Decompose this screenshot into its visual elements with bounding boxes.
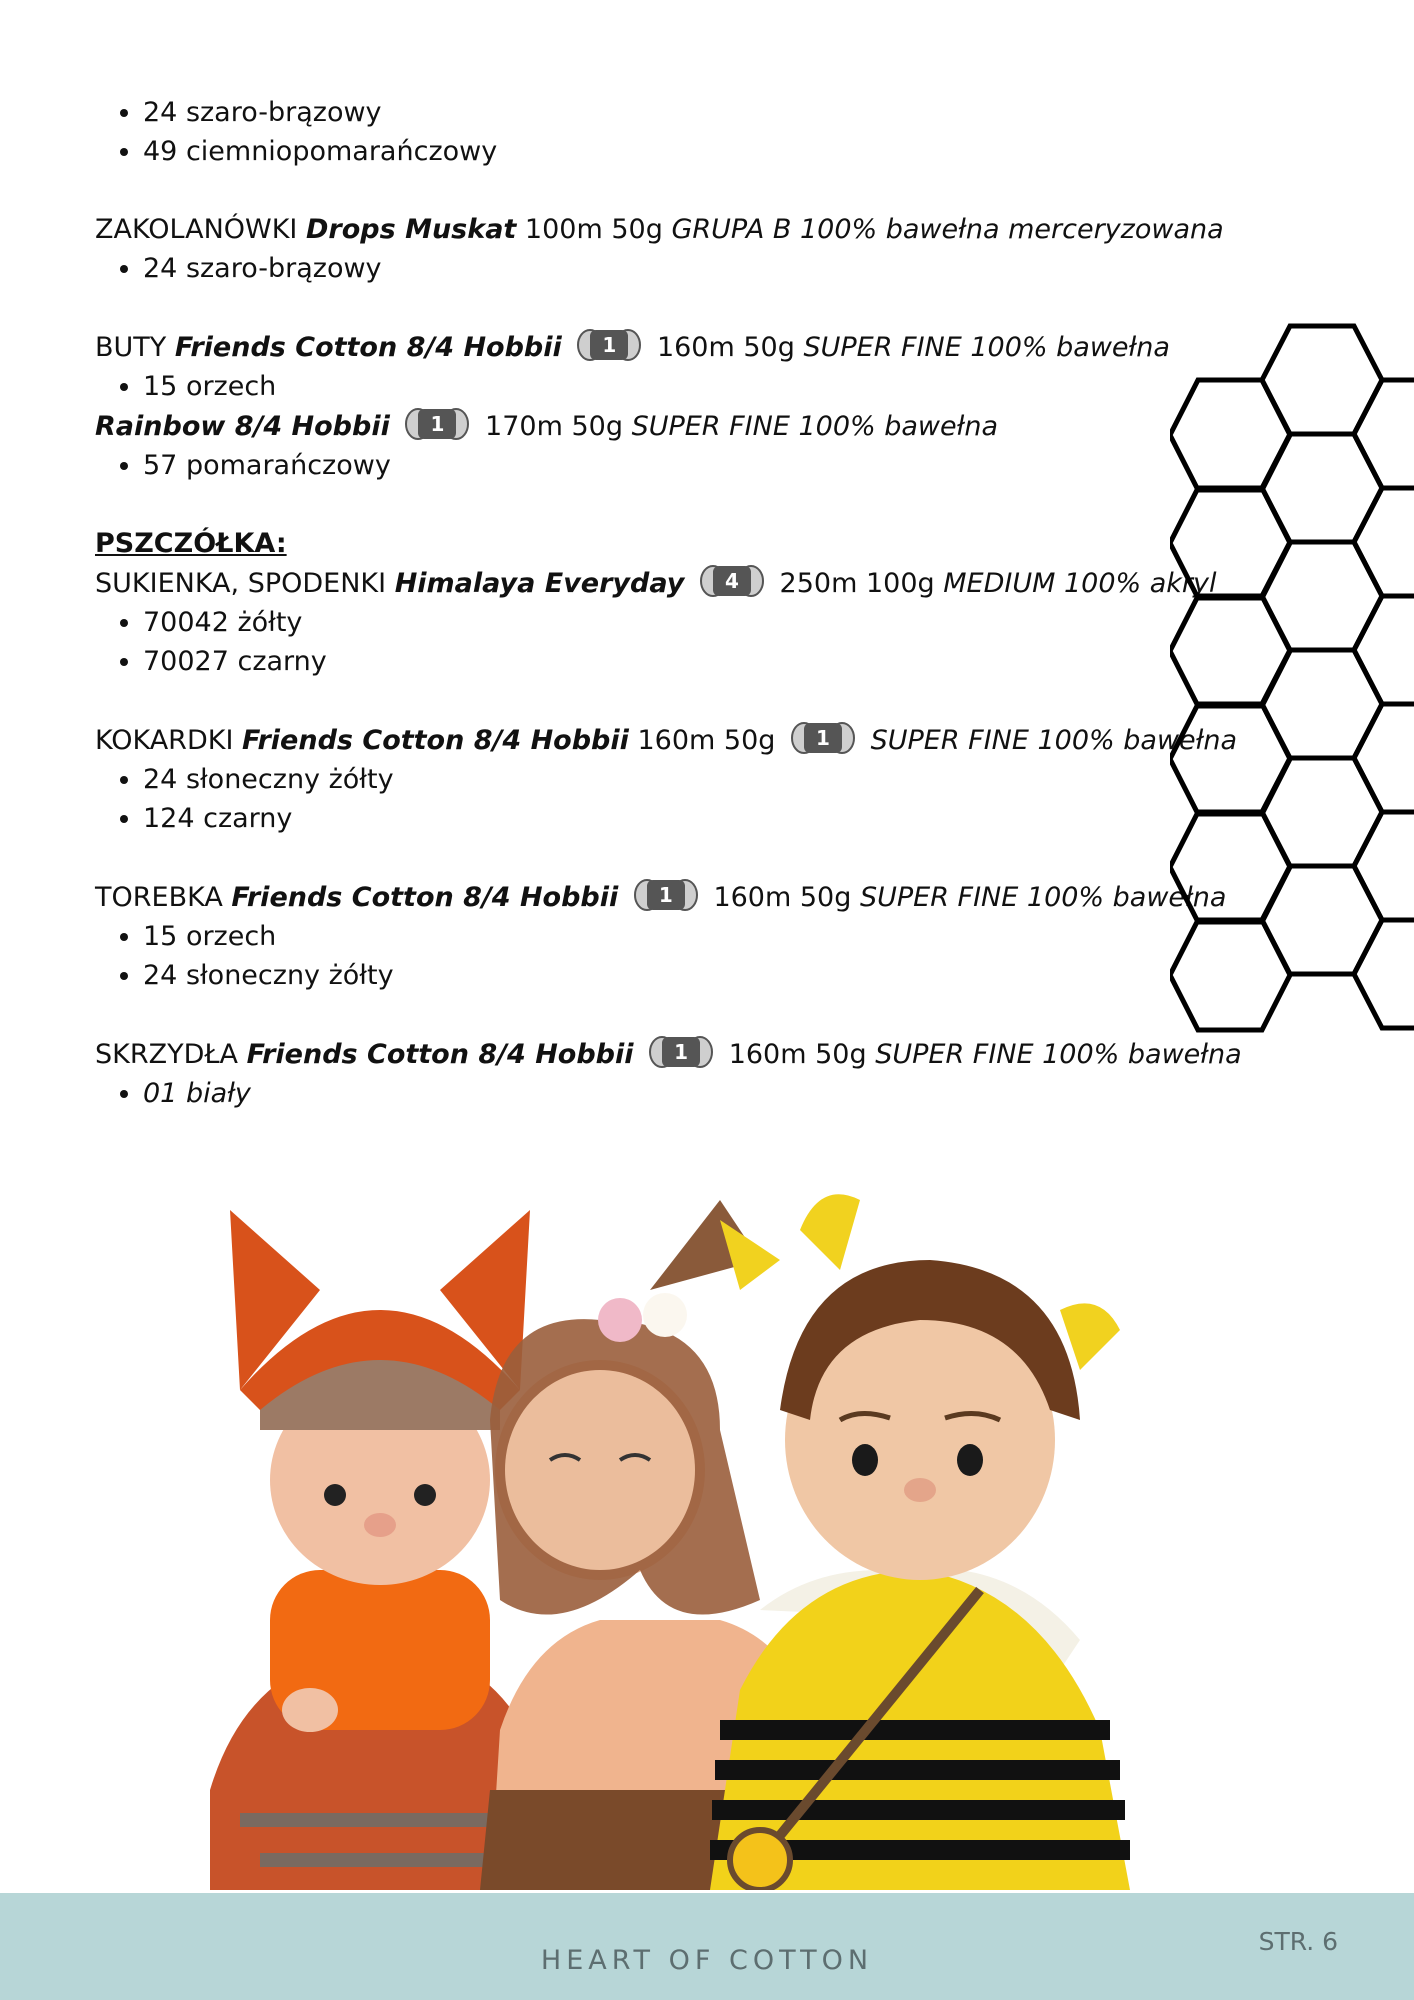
list-item: • 24 słoneczny żółty: [143, 956, 1165, 995]
section-fox-colors: [95, 93, 1165, 171]
yarn-line: [95, 327, 1170, 367]
yarn-name: Friends Cotton 8/4 Hobbii: [246, 1039, 634, 1070]
yarn-weight-icon: [404, 406, 470, 442]
yarn-spec: 160m 50g: [728, 1039, 867, 1070]
yarn-weight: SUPER FINE 100% bawełna: [859, 882, 1227, 913]
part-label: TOREBKA: [95, 882, 223, 913]
color-list: [95, 446, 1165, 485]
footer-title: HEART OF COTTON: [540, 1945, 874, 1976]
part-label: SKRZYDŁA: [95, 1039, 239, 1070]
yarn-line: [95, 210, 1224, 249]
yarn-name: Friends Cotton 8/4 Hobbii: [242, 725, 629, 756]
yarn-line: [95, 563, 1217, 603]
color-list: [95, 603, 1165, 681]
part-label: BUTY: [95, 332, 167, 363]
yarn-name: Drops Muskat: [306, 214, 517, 245]
section-kneesocks: [95, 210, 1224, 288]
yarn-line: [95, 406, 1165, 446]
list-item: • 24 szaro-brązowy: [143, 93, 1165, 132]
yarn-weight-number: 1: [430, 412, 445, 436]
yarn-weight-number: 1: [602, 333, 617, 357]
yarn-name: Friends Cotton 8/4 Hobbii: [231, 882, 619, 913]
yarn-line: [95, 1034, 1242, 1074]
list-item: • 24 słoneczny żółty: [143, 760, 1165, 799]
section-bows: [95, 720, 1238, 838]
color-list: [95, 249, 1165, 288]
color-list: [95, 93, 1165, 171]
yarn-line: [95, 720, 1238, 760]
color-list: [95, 760, 1165, 838]
yarn-weight: SUPER FINE 100% bawełna: [803, 332, 1170, 363]
bee-doll: [710, 1194, 1130, 1890]
section-wings: [95, 1034, 1242, 1113]
yarn-weight: SUPER FINE 100% bawełna: [870, 725, 1238, 756]
yarn-weight: SUPER FINE 100% bawełna: [875, 1039, 1242, 1070]
list-item: • 15 orzech: [143, 367, 1165, 406]
yarn-name: Friends Cotton 8/4 Hobbii: [174, 332, 562, 363]
yarn-name: Rainbow 8/4 Hobbii: [95, 411, 390, 442]
yarn-name: Himalaya Everyday: [394, 568, 685, 599]
section-shoes: [95, 327, 1170, 406]
materials-list: [95, 93, 1242, 1152]
yarn-weight-icon: [699, 563, 765, 599]
yarn-weight-number: 1: [816, 726, 830, 750]
list-item: • 70027 czarny: [143, 642, 1165, 681]
section-heading: PSZCZÓŁKA:: [95, 528, 287, 559]
section-bag: [95, 877, 1227, 995]
page-number: STR. 6: [1258, 1927, 1338, 1956]
part-label: KOKARDKI: [95, 725, 234, 756]
yarn-weight: MEDIUM 100% akryl: [943, 568, 1217, 599]
list-item: • 15 orzech: [143, 917, 1165, 956]
amigurumi-dolls-photo: [200, 1170, 1200, 1890]
part-label: ZAKOLANÓWKI: [95, 214, 298, 245]
list-item: • 01 biały: [143, 1074, 1165, 1113]
page-footer: [0, 1893, 1414, 2000]
yarn-weight-icon: [576, 327, 642, 363]
yarn-weight-number: 1: [658, 883, 673, 907]
yarn-weight: SUPER FINE 100% bawełna: [631, 411, 999, 442]
yarn-line: [95, 877, 1227, 917]
list-item: • 70042 żółty: [143, 603, 1165, 642]
list-item: • 49 ciemniopomarańczowy: [143, 132, 1165, 171]
yarn-spec: 160m 50g: [713, 882, 852, 913]
yarn-spec: 160m 50g: [637, 725, 776, 756]
yarn-spec: 250m 100g: [779, 568, 935, 599]
yarn-spec: 160m 50g: [656, 332, 795, 363]
section-shoes-rainbow: [95, 406, 1165, 485]
honeycomb-decoration: [1170, 320, 1414, 1040]
yarn-weight-icon: [633, 877, 699, 913]
list-item: • 57 pomarańczowy: [143, 446, 1165, 485]
color-list: [95, 917, 1165, 995]
section-bee-dress: [95, 524, 1217, 681]
yarn-weight: GRUPA B 100% bawełna merceryzowana: [671, 214, 1224, 245]
yarn-weight-icon: [648, 1034, 714, 1070]
yarn-spec: 100m 50g: [524, 214, 663, 245]
color-list: [95, 1074, 1165, 1113]
yarn-weight-number: 1: [674, 1040, 689, 1064]
yarn-weight-number: 4: [724, 569, 739, 593]
color-list: [95, 367, 1165, 406]
list-item: • 24 szaro-brązowy: [143, 249, 1165, 288]
part-label: SUKIENKA, SPODENKI: [95, 568, 387, 599]
list-item: • 124 czarny: [143, 799, 1165, 838]
yarn-weight-icon: [790, 720, 856, 756]
yarn-spec: 170m 50g: [485, 411, 623, 442]
